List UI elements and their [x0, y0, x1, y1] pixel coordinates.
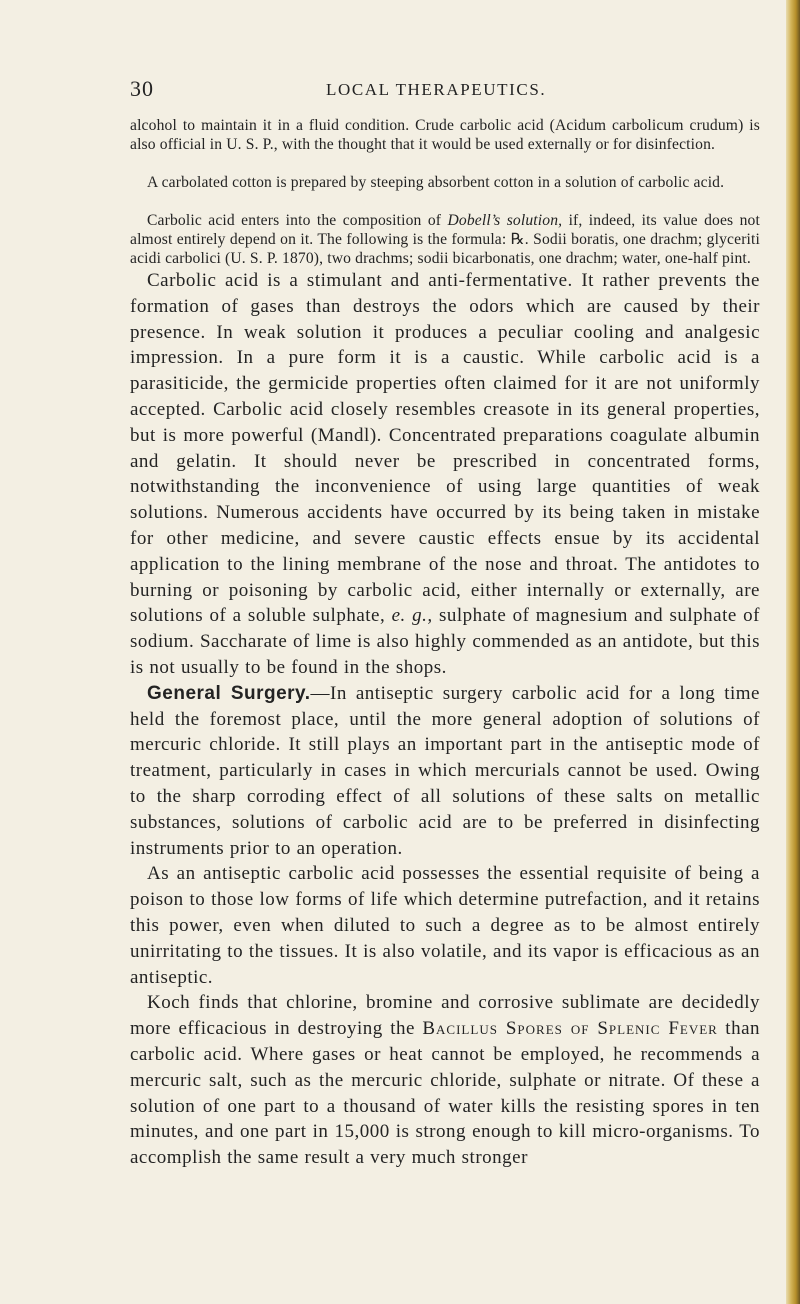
body-text — [130, 268, 760, 1171]
paragraph-koch — [130, 990, 760, 1171]
text-run: —In antiseptic surgery carbolic acid for a long time held the foremost place, until the more general adoption of solutions of mercuric chloride. It still plays an important part in the antiseptic mode of treatment, particularly in cases in which mercurials cannot be used. Owing to the sharp corroding effect of all solutions of these salts on metallic substances, solutions of carbolic acid are to be preferred in disinfecting instruments prior to an operation. — [130, 682, 760, 859]
fine-print-text: A carbolated cotton is prepared by steeping absorbent cotton in a solution of carbolic acid. — [147, 174, 725, 191]
text-run: than carbolic acid. Where gases or heat cannot be employed, he recommends a mercuric salt, such as the mercuric chloride, sulphate or nitrate. Of these a solution of one part to a thousand of water kills the resisting spores in ten minutes, and one part in 15,000 is strong enough to kill micro-organisms. To accomplish the same result a very much stronger — [130, 1018, 760, 1169]
italic-abbrev: e. g., — [391, 605, 433, 627]
fine-print-text — [130, 211, 760, 268]
fine-print-paragraph-1 — [130, 116, 760, 154]
text-run: Carbolic acid is a stimulant and anti-fermentative. It rather prevents the formation of gases than destroys the odors which are caused by their presence. In weak solution it produces a peculiar cooling and analgesic impression. In a pure form it is a caustic. While carbolic acid is a parasiticide, the germicide properties often claimed for it are not uniformly accepted. Carbolic acid closely resembles creasote in its general properties, but is more powerful (Mandl). Concentrated preparations coagulate albumin and gelatin. It should never be prescribed in concentrated forms, notwithstanding the inconvenience of using large quantities of weak solutions. Numerous accidents have occurred by its being taken in mistake for other medicine, and severe caustic effects ensue by its accidental application to the lining membrane of the nose and throat. The antidotes to burning or poisoning by carbolic acid, either internally or externally, are solutions of a soluble sulphate, — [130, 270, 760, 627]
text-run: if, indeed, its value does not almost entirely depend on it. The following is the formula: ℞. Sodii boratis, one drachm; glyceriti acidi carbolici (U. S. P. 1870), two drachms; sodii bicarbonatis, one drachm; water, one-half pint. — [130, 212, 760, 267]
fine-print-text: alcohol to maintain it in a fluid condition. Crude carbolic acid (Acidum carbolicum crudum) is also official in U. S. P., with the thought that it would be used externally or for disinfection. — [130, 117, 760, 153]
fine-print-paragraph-2 — [130, 173, 760, 192]
solution-name: Dobell’s solution, — [447, 212, 563, 229]
fine-print-paragraph-3 — [130, 211, 760, 268]
running-head: LOCAL THERAPEUTICS. — [326, 80, 547, 99]
text-run: Carbolic acid enters into the composition of — [147, 212, 448, 229]
page-number: 30 — [130, 76, 154, 101]
paragraph-general-surgery — [130, 681, 760, 862]
text-run: sulphate of magnesium and sulphate of sodium. Saccharate of lime is also highly commended as an antidote, but this is not usually to be found in the shops. — [130, 605, 760, 678]
small-caps-term: Bacillus Spores of Splenic Fever — [422, 1018, 718, 1040]
text-run: Koch finds that chlorine, bromine and corrosive sublimate are decidedly more efficacious in destroying the — [130, 992, 760, 1040]
page-header — [130, 76, 758, 106]
section-heading: General Surgery. — [147, 682, 311, 704]
page-gilt-edge — [786, 0, 800, 1304]
paragraph-antiseptic: As an antiseptic carbolic acid possesses the essential requisite of being a poison to those low forms of life which determine putrefaction, and it retains this power, even when diluted to such a degree as to be almost entirely unirritating to the tissues. It is also volatile, and its vapor is efficacious as an antiseptic. — [130, 863, 760, 988]
paragraph-properties — [130, 268, 760, 681]
